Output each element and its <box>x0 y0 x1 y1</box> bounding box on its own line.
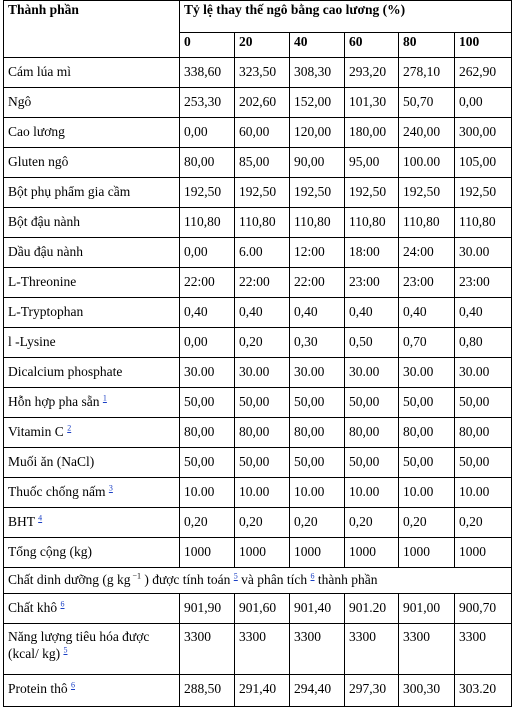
value-cell: 0,20 <box>180 508 235 538</box>
value-cell: 0,40 <box>290 298 345 328</box>
feed-composition-table <box>3 0 512 707</box>
value-cell: 3300 <box>455 624 512 675</box>
value-cell: 12:00 <box>290 238 345 268</box>
value-cell: 901,40 <box>290 594 345 624</box>
value-cell: 80,00 <box>180 418 235 448</box>
level-header: 40 <box>290 33 345 58</box>
level-header: 80 <box>399 33 455 58</box>
ingredient-name <box>4 478 180 508</box>
value-cell: 0,70 <box>399 328 455 358</box>
table-row <box>4 238 512 268</box>
value-cell: 0,20 <box>399 508 455 538</box>
ingredient-name <box>4 538 180 568</box>
value-cell: 50,00 <box>345 388 399 418</box>
value-cell: 6.00 <box>235 238 290 268</box>
ingredient-label: Dicalcium phosphate <box>8 364 123 379</box>
ingredient-label: Ngô <box>8 94 32 109</box>
value-cell: 901,60 <box>235 594 290 624</box>
ingredient-label: Gluten ngô <box>8 154 69 169</box>
ingredient-name <box>4 208 180 238</box>
value-cell: 0,00 <box>180 118 235 148</box>
value-cell: 0,50 <box>345 328 399 358</box>
value-cell: 50,00 <box>290 448 345 478</box>
table-row <box>4 328 512 358</box>
value-cell: 110,80 <box>345 208 399 238</box>
value-cell: 3300 <box>235 624 290 675</box>
footnote-link[interactable]: 3 <box>108 483 113 493</box>
ingredient-header: Thành phần <box>4 1 180 58</box>
value-cell: 3300 <box>180 624 235 675</box>
table-row <box>4 478 512 508</box>
value-cell: 50,00 <box>455 448 512 478</box>
value-cell: 901.20 <box>345 594 399 624</box>
value-cell: 90,00 <box>290 148 345 178</box>
table-row <box>4 448 512 478</box>
value-cell: 240,00 <box>399 118 455 148</box>
value-cell: 30.00 <box>399 358 455 388</box>
value-cell: 10.00 <box>345 478 399 508</box>
value-cell: 22:00 <box>235 268 290 298</box>
value-cell: 22:00 <box>180 268 235 298</box>
value-cell: 262,90 <box>455 58 512 88</box>
ingredient-label: BHT <box>8 514 35 529</box>
footnote-link[interactable]: 4 <box>38 513 43 523</box>
value-cell: 50,00 <box>455 388 512 418</box>
value-cell: 30.00 <box>290 358 345 388</box>
ingredient-label: L-Threonine <box>8 274 77 289</box>
value-cell: 80,00 <box>290 418 345 448</box>
value-cell: 1000 <box>345 538 399 568</box>
footnote-link[interactable]: 6 <box>71 680 75 690</box>
ingredient-name <box>4 328 180 358</box>
ingredient-name <box>4 58 180 88</box>
value-cell: 105,00 <box>455 148 512 178</box>
value-cell: 60,00 <box>235 118 290 148</box>
value-cell: 0,40 <box>345 298 399 328</box>
ingredient-label: Protein thô <box>8 681 68 696</box>
value-cell: 23:00 <box>345 268 399 298</box>
table-row <box>4 148 512 178</box>
value-cell: 303.20 <box>455 675 512 707</box>
level-header: 20 <box>235 33 290 58</box>
table-row <box>4 388 512 418</box>
table-row <box>4 594 512 624</box>
ingredient-name <box>4 594 180 624</box>
value-cell: 0,20 <box>345 508 399 538</box>
table-row <box>4 624 512 675</box>
nutrient-header: Chất dinh dưỡng (g kg $^{-1}$ ) được tính toán $^5$ và phân tích $^6$ thành phần <box>4 568 512 594</box>
value-cell: 50,00 <box>180 448 235 478</box>
value-cell: 30.00 <box>455 358 512 388</box>
value-cell: 291,40 <box>235 675 290 707</box>
value-cell: 0,80 <box>455 328 512 358</box>
ingredient-label: Bột phụ phẩm gia cầm <box>8 184 131 199</box>
value-cell: 10.00 <box>399 478 455 508</box>
footnote-link[interactable]: 5 <box>63 645 68 655</box>
value-cell: 901,00 <box>399 594 455 624</box>
value-cell: 50,00 <box>399 388 455 418</box>
value-cell: 1000 <box>399 538 455 568</box>
value-cell: 323,50 <box>235 58 290 88</box>
table-row <box>4 675 512 707</box>
value-cell: 1000 <box>235 538 290 568</box>
nutrient-body <box>4 568 512 707</box>
footnote-link[interactable]: 6 <box>60 599 65 609</box>
value-cell: 1000 <box>455 538 512 568</box>
value-cell: 300,00 <box>455 118 512 148</box>
value-cell: 50,00 <box>235 388 290 418</box>
table-row <box>4 88 512 118</box>
value-cell: 50,00 <box>290 388 345 418</box>
value-cell: 253,30 <box>180 88 235 118</box>
ingredient-name <box>4 268 180 298</box>
value-cell: 50,00 <box>180 388 235 418</box>
table-row <box>4 118 512 148</box>
value-cell: 288,50 <box>180 675 235 707</box>
value-cell: 50,00 <box>345 448 399 478</box>
value-cell: 30.00 <box>235 358 290 388</box>
value-cell: 202,60 <box>235 88 290 118</box>
value-cell: 1000 <box>290 538 345 568</box>
value-cell: 0,20 <box>455 508 512 538</box>
value-cell: 110,80 <box>399 208 455 238</box>
value-cell: 192,50 <box>455 178 512 208</box>
value-cell: 85,00 <box>235 148 290 178</box>
value-cell: 100.00 <box>399 148 455 178</box>
footnote-link[interactable]: 2 <box>67 423 72 433</box>
value-cell: 80,00 <box>345 418 399 448</box>
table-row <box>4 538 512 568</box>
value-cell: 308,30 <box>290 58 345 88</box>
value-cell: 300,30 <box>399 675 455 707</box>
ingredient-label: Cao lương <box>8 124 65 139</box>
value-cell: 10.00 <box>290 478 345 508</box>
value-cell: 180,00 <box>345 118 399 148</box>
value-cell: 0,00 <box>180 238 235 268</box>
ingredient-name <box>4 448 180 478</box>
value-cell: 338,60 <box>180 58 235 88</box>
value-cell: 0,20 <box>235 508 290 538</box>
header-row <box>4 1 512 33</box>
footnote-link[interactable]: 1 <box>102 393 107 403</box>
ingredient-label: Chất khô <box>8 600 58 615</box>
value-cell: 192,50 <box>345 178 399 208</box>
value-cell: 0,40 <box>455 298 512 328</box>
value-cell: 30.00 <box>455 238 512 268</box>
footnote-link[interactable]: 6 <box>310 571 315 581</box>
value-cell: 10.00 <box>235 478 290 508</box>
value-cell: 120,00 <box>290 118 345 148</box>
table-row <box>4 418 512 448</box>
value-cell: 110,80 <box>235 208 290 238</box>
table-row <box>4 508 512 538</box>
ingredient-label: Năng lượng tiêu hóa được (kcal/ kg) <box>8 629 150 661</box>
value-cell: 294,40 <box>290 675 345 707</box>
ingredient-name <box>4 118 180 148</box>
value-cell: 101,30 <box>345 88 399 118</box>
ingredient-name <box>4 298 180 328</box>
level-header: 100 <box>455 33 512 58</box>
value-cell: 18:00 <box>345 238 399 268</box>
ingredient-name <box>4 238 180 268</box>
value-cell: 3300 <box>290 624 345 675</box>
value-cell: 80,00 <box>235 418 290 448</box>
ingredient-name <box>4 508 180 538</box>
value-cell: 110,80 <box>290 208 345 238</box>
value-cell: 30.00 <box>180 358 235 388</box>
value-cell: 901,90 <box>180 594 235 624</box>
value-cell: 110,80 <box>180 208 235 238</box>
ingredient-label: Hỗn hợp pha sẵn <box>8 394 100 409</box>
ratio-header: Tỷ lệ thay thế ngô bằng cao lương (%) <box>180 1 512 33</box>
value-cell: 0,40 <box>235 298 290 328</box>
value-cell: 0,00 <box>180 328 235 358</box>
nutrient-header-row <box>4 568 512 594</box>
value-cell: 23:00 <box>399 268 455 298</box>
value-cell: 50,70 <box>399 88 455 118</box>
value-cell: 10.00 <box>455 478 512 508</box>
ingredient-label: Cám lúa mì <box>8 64 71 79</box>
value-cell: 192,50 <box>399 178 455 208</box>
ingredient-name <box>4 358 180 388</box>
ingredient-name <box>4 675 180 707</box>
ingredient-name <box>4 88 180 118</box>
value-cell: 1000 <box>180 538 235 568</box>
ingredient-label: Thuốc chống nấm <box>8 484 106 499</box>
value-cell: 24:00 <box>399 238 455 268</box>
table-row <box>4 178 512 208</box>
ingredient-label: l -Lysine <box>8 334 56 349</box>
value-cell: 3300 <box>345 624 399 675</box>
value-cell: 80,00 <box>399 418 455 448</box>
value-cell: 0,00 <box>455 88 512 118</box>
table-row <box>4 268 512 298</box>
value-cell: 10.00 <box>180 478 235 508</box>
ingredient-name <box>4 418 180 448</box>
ingredient-name <box>4 178 180 208</box>
value-cell: 110,80 <box>455 208 512 238</box>
value-cell: 192,50 <box>235 178 290 208</box>
ingredient-label: Muối ăn (NaCl) <box>8 454 95 469</box>
ingredient-label: Tổng cộng (kg) <box>8 544 92 559</box>
value-cell: 278,10 <box>399 58 455 88</box>
level-header: 60 <box>345 33 399 58</box>
value-cell: 0,40 <box>399 298 455 328</box>
value-cell: 50,00 <box>399 448 455 478</box>
value-cell: 0,20 <box>235 328 290 358</box>
ingredient-label: Dầu đậu nành <box>8 244 83 259</box>
ingredient-label: Bột đậu nành <box>8 214 80 229</box>
value-cell: 3300 <box>399 624 455 675</box>
value-cell: 192,50 <box>180 178 235 208</box>
value-cell: 297,30 <box>345 675 399 707</box>
value-cell: 23:00 <box>455 268 512 298</box>
value-cell: 22:00 <box>290 268 345 298</box>
footnote-link[interactable]: 5 <box>233 571 238 581</box>
value-cell: 152,00 <box>290 88 345 118</box>
ingredient-name <box>4 148 180 178</box>
ingredient-name <box>4 388 180 418</box>
value-cell: 80,00 <box>455 418 512 448</box>
table-row <box>4 298 512 328</box>
ingredient-name <box>4 624 180 675</box>
table-row <box>4 208 512 238</box>
ingredient-label: Vitamin C <box>8 424 64 439</box>
table-row <box>4 58 512 88</box>
value-cell: 900,70 <box>455 594 512 624</box>
value-cell: 192,50 <box>290 178 345 208</box>
ingredient-body <box>4 58 512 568</box>
value-cell: 293,20 <box>345 58 399 88</box>
value-cell: 95,00 <box>345 148 399 178</box>
value-cell: 30.00 <box>345 358 399 388</box>
value-cell: 0,40 <box>180 298 235 328</box>
value-cell: 80,00 <box>180 148 235 178</box>
level-header: 0 <box>180 33 235 58</box>
value-cell: 0,20 <box>290 508 345 538</box>
value-cell: 50,00 <box>235 448 290 478</box>
ingredient-label: L-Tryptophan <box>8 304 84 319</box>
value-cell: 0,30 <box>290 328 345 358</box>
table-row <box>4 358 512 388</box>
